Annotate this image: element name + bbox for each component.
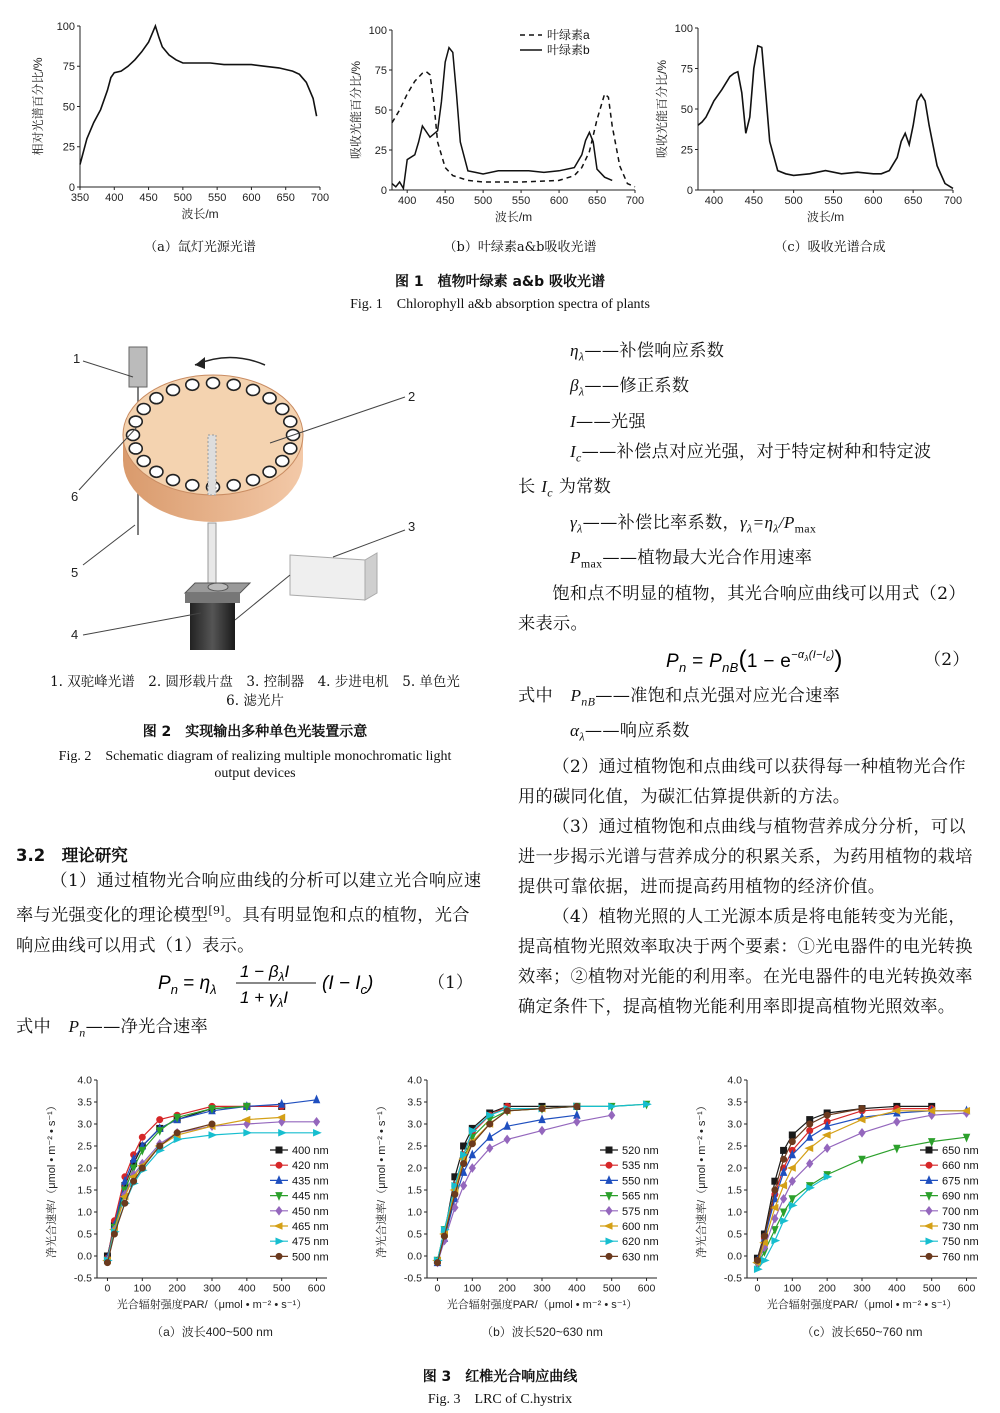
x-tick-label: 500 [784, 195, 803, 207]
x-tick-label: 100 [133, 1282, 152, 1295]
y-tick-label: 0 [68, 181, 75, 194]
y-tick-label: 50 [62, 101, 75, 114]
x-tick-label: 650 [903, 195, 923, 207]
x-tick-label: 650 [587, 195, 607, 207]
y-tick-label: -0.5 [723, 1272, 742, 1285]
data-point [606, 1253, 612, 1259]
data-point [926, 1162, 932, 1168]
legend-label: 445 nm [292, 1190, 329, 1203]
y-tick-label: 100 [674, 22, 693, 35]
data-point [859, 1106, 865, 1112]
fig3-title-en: Fig. 3 LRC of C.hystrix [427, 1392, 573, 1407]
lamp-tube [129, 347, 147, 387]
x-tick-label: 700 [310, 192, 330, 204]
fig1b-chart [340, 10, 650, 235]
data-point [276, 1207, 282, 1215]
legend-label: 500 nm [292, 1251, 329, 1264]
x-axis-label: 光合辐射强度PAR/（μmol • m⁻² • s⁻¹） [446, 1299, 638, 1311]
paragraph-no-saturation: 饱和点不明显的植物，其光合响应曲线可以用式（2）来表示。 [518, 583, 966, 634]
data-point [276, 1238, 283, 1244]
data-point [209, 1121, 215, 1127]
data-point [434, 1260, 440, 1266]
y-tick-label: 3.0 [727, 1118, 742, 1131]
data-point [461, 1182, 467, 1190]
panel-caption: （a）波长400~500 nm [151, 1325, 273, 1339]
y-tick-label: 0.5 [407, 1228, 422, 1241]
y-tick-label: 1.0 [407, 1206, 422, 1219]
fig2-label-2: 2 [408, 389, 416, 404]
left-column-text [16, 866, 482, 961]
x-tick-label: 450 [139, 192, 158, 204]
legend-label: 420 nm [292, 1160, 329, 1173]
fig1c-chart [655, 10, 975, 235]
data-point [139, 1134, 145, 1140]
y-tick-label: 25 [62, 141, 75, 154]
x-axis-label: 波长/m [494, 210, 533, 224]
data-point [789, 1139, 795, 1145]
fig2-label-3: 3 [408, 519, 416, 534]
y-tick-label: 2.0 [727, 1162, 742, 1175]
data-point [209, 1132, 216, 1138]
x-tick-label: 450 [744, 195, 763, 207]
data-point [131, 1178, 137, 1184]
filter-slot [227, 379, 240, 390]
x-tick-label: 700 [943, 195, 963, 207]
data-point [574, 1118, 580, 1126]
paragraph-4: （4）植物光照的人工光源本质是将电能转变为光能，提高植物光照效率取决于两个要素：①光电器件的电光转换效率；②植物对光能的利用率。在光电器件的电光转换效率确定条件下，提高植物光能利用率即提高植物光照效率。 [518, 906, 973, 1017]
y-tick-label: 3.0 [77, 1118, 92, 1131]
data-point [504, 1108, 510, 1114]
y-tick-label: 25 [374, 144, 387, 157]
fig3-title: 图 3 红椎光合响应曲线 [422, 1369, 578, 1385]
svg-text:Pn = PnB(1 − e−αλ(I−Ic)): $P_n = P_{nB}(1 - e^{-\alpha}\lambda(I-Ic))$ [666, 645, 843, 675]
legend-label: 400 nm [292, 1145, 329, 1157]
y-tick-label: 75 [680, 63, 693, 76]
filter-slot [276, 404, 289, 415]
y-tick-label: 1.5 [407, 1184, 422, 1197]
x-tick-label: 550 [207, 192, 227, 204]
y-tick-label: 1.5 [727, 1184, 742, 1197]
fig2-label-6: 6 [71, 489, 79, 504]
filter-slot [207, 378, 220, 389]
x-tick-label: 300 [533, 1282, 551, 1295]
legend-label: 565 nm [622, 1190, 659, 1203]
fig2-schematic [15, 335, 495, 655]
data-point [789, 1202, 796, 1208]
data-point [606, 1147, 612, 1153]
legend-label: 750 nm [942, 1236, 979, 1249]
data-point [279, 1130, 286, 1136]
y-tick-label: 0 [686, 184, 693, 197]
x-tick-label: 400 [568, 1282, 586, 1295]
legend-label: 575 nm [622, 1205, 659, 1218]
y-axis-label: 净光合速率/（μmol • m⁻² • s⁻¹） [376, 1100, 388, 1258]
data-point [894, 1118, 900, 1126]
filter-slot [186, 480, 199, 491]
x-tick-label: 700 [625, 195, 645, 207]
x-axis-label: 波长/m [806, 210, 845, 224]
filter-slot [167, 475, 180, 486]
y-tick-label: 3.0 [407, 1118, 422, 1131]
data-point [761, 1233, 767, 1239]
y-tick-label: 0.5 [77, 1228, 92, 1241]
def-Ic: $I_c——$补偿点对应光强，对于特定树种和特定波 [570, 441, 932, 465]
y-tick-label: 75 [62, 61, 75, 74]
data-point [609, 1111, 615, 1119]
y-tick-label: 4.0 [407, 1074, 422, 1087]
fig2-title-en-2: output devices [214, 766, 296, 781]
x-tick-label: 550 [824, 195, 843, 207]
series-line [758, 1106, 932, 1258]
svg-text:1 + γλI: $1 + \gamma_\lambda I$ [240, 988, 288, 1010]
legend-label: 535 nm [622, 1160, 659, 1173]
y-tick-label: 2.5 [77, 1140, 92, 1153]
data-point [781, 1147, 787, 1153]
legend-label: 600 nm [622, 1221, 659, 1233]
x-tick-label: 600 [549, 195, 569, 207]
legend-label: 760 nm [942, 1251, 979, 1264]
x-axis-label: 波长/m [181, 207, 219, 221]
data-point [104, 1260, 110, 1266]
data-point [314, 1130, 321, 1136]
y-tick-label: 2.0 [407, 1162, 422, 1175]
fig2-title: 图 2 实现输出多种单色光装置示意 [142, 724, 368, 740]
filter-slot [284, 416, 297, 427]
legend-label: 465 nm [292, 1221, 329, 1233]
fig1-title: 图 1 植物叶绿素 a&b 吸收光谱 [394, 274, 606, 290]
fig2-label-4: 4 [71, 627, 79, 642]
svg-text:1 − βλI: $1 - \beta_\lambda I$ [240, 962, 290, 984]
data-point [807, 1121, 813, 1127]
x-tick-label: 600 [242, 192, 261, 204]
y-tick-label: -0.5 [73, 1272, 92, 1285]
x-tick-label: 200 [168, 1282, 186, 1295]
x-tick-label: 450 [435, 195, 455, 207]
filter-slot [227, 480, 240, 491]
legend-label: 620 nm [622, 1236, 659, 1249]
y-tick-label: 0.5 [727, 1228, 742, 1241]
data-point [926, 1207, 932, 1215]
filter-slot [276, 456, 289, 467]
x-tick-label: 0 [754, 1282, 761, 1295]
data-point [469, 1141, 475, 1147]
data-point [574, 1103, 580, 1109]
where-pn: 式中 $P_n——$净光合速率 [16, 1017, 209, 1040]
filter-slot [129, 443, 142, 454]
def-beta: $\beta_\lambda——$修正系数 [570, 376, 690, 399]
data-point [139, 1165, 145, 1171]
legend-label: 475 nm [292, 1236, 329, 1249]
x-tick-label: 100 [463, 1282, 482, 1295]
data-point [754, 1257, 760, 1263]
fig3b-chart [345, 1068, 670, 1343]
data-point [122, 1200, 128, 1206]
legend-label: 435 nm [292, 1175, 329, 1188]
y-tick-label: 0.0 [407, 1250, 422, 1263]
fig2-title-en-1: Fig. 2 Schematic diagram of realizing multiple monochromatic light [58, 749, 452, 764]
legend-label: 700 nm [942, 1205, 979, 1218]
legend-label: 叶绿素a [547, 28, 590, 42]
y-tick-label: 2.0 [77, 1162, 92, 1175]
equation-1 [158, 955, 398, 1011]
filter-slot [137, 404, 150, 415]
x-tick-label: 400 [105, 192, 124, 204]
data-point [157, 1117, 163, 1123]
series-line [80, 26, 317, 165]
x-tick-label: 200 [818, 1282, 836, 1295]
x-tick-label: 400 [888, 1282, 906, 1295]
y-tick-label: 100 [368, 24, 387, 37]
motor-shaft [208, 523, 216, 588]
series-line [438, 1106, 577, 1262]
data-point [772, 1187, 778, 1193]
x-tick-label: 550 [511, 195, 531, 207]
y-axis-label: 净光合速率/（μmol • m⁻² • s⁻¹） [696, 1100, 708, 1258]
y-tick-label: 4.0 [77, 1074, 92, 1087]
y-tick-label: 0 [380, 184, 387, 197]
filter-slot [186, 379, 199, 390]
data-point [314, 1096, 320, 1103]
x-tick-label: 300 [853, 1282, 871, 1295]
filter-slot [263, 393, 276, 404]
equation-2-number: （2） [924, 649, 970, 670]
legend-label: 叶绿素b [547, 43, 590, 57]
data-point [926, 1147, 932, 1153]
data-point [504, 1135, 510, 1143]
y-tick-label: 0.0 [77, 1250, 92, 1263]
x-tick-label: 200 [498, 1282, 516, 1295]
fig2-legend-line1: 1. 双驼峰光谱 2. 圆形载片盘 3. 控制器 4. 步进电机 5. 单色光 [50, 674, 460, 690]
data-point [539, 1127, 545, 1135]
x-tick-label: 300 [203, 1282, 221, 1295]
data-point [606, 1162, 612, 1168]
x-axis-label: 光合辐射强度PAR/（μmol • m⁻² • s⁻¹） [766, 1299, 958, 1311]
paragraph-3: （3）通过植物饱和点曲线与植物营养成分分析，可以进一步揭示光谱与营养成分的积累关系，为药用植物的栽培提供可靠依据，进而提高药用植物的经济价值。 [518, 816, 973, 897]
def-pmax: $P_{max}——$植物最大光合作用速率 [570, 548, 813, 571]
legend-label: 660 nm [942, 1160, 979, 1173]
x-tick-label: 650 [276, 192, 295, 204]
data-point [314, 1118, 320, 1126]
x-tick-label: 500 [272, 1282, 291, 1295]
y-tick-label: 1.0 [727, 1206, 742, 1219]
stepper-motor [190, 600, 235, 650]
filter-slot [247, 384, 260, 395]
def-Ic-cont: 长 $I_c$ 为常数 [518, 477, 612, 500]
def-I: I——光强 [570, 411, 646, 432]
data-point [781, 1156, 787, 1162]
data-point [789, 1132, 795, 1138]
x-tick-label: 0 [434, 1282, 441, 1295]
y-axis-label: 吸收光能百分比/% [349, 60, 363, 160]
filter-slot [129, 416, 142, 427]
data-point [276, 1253, 282, 1259]
data-point [276, 1162, 282, 1168]
data-point [276, 1147, 282, 1153]
fig2-label-5: 5 [71, 565, 79, 580]
x-tick-label: 500 [173, 192, 193, 204]
data-point [487, 1121, 493, 1127]
data-point [111, 1231, 117, 1237]
x-tick-label: 400 [398, 195, 417, 207]
fig1a-caption: （a）氙灯光源光谱 [144, 240, 256, 255]
series-line [392, 48, 612, 189]
equation-1-number: （1） [428, 973, 473, 993]
data-point [441, 1233, 447, 1239]
rotation-arrow [195, 358, 265, 366]
fig1c-caption: （c）吸收光谱合成 [774, 240, 886, 255]
y-tick-label: 75 [374, 64, 387, 77]
x-tick-label: 400 [704, 195, 724, 207]
data-point [807, 1133, 813, 1140]
y-tick-label: 3.5 [77, 1096, 92, 1109]
data-point [781, 1195, 787, 1203]
y-tick-label: 1.5 [77, 1184, 92, 1197]
x-tick-label: 350 [70, 192, 90, 204]
filter-slot [263, 466, 276, 477]
data-point [781, 1218, 788, 1224]
x-tick-label: 100 [783, 1282, 802, 1295]
paragraph-2: （2）通过植物饱和点曲线可以获得每一种植物光合作用的碳同化值，为碳汇估算提供新的方法。 [518, 756, 966, 807]
y-axis-label: 吸收光能百分比/% [655, 59, 669, 159]
data-point [157, 1143, 163, 1149]
y-tick-label: -0.5 [403, 1272, 422, 1285]
paragraph-1: （1）通过植物光合响应曲线的分析可以建立光合响应速率与光强变化的理论模型[9]。具有明显饱和点的植物，光合响应曲线可以用式（1）表示。 [16, 871, 482, 956]
fig3a-chart [15, 1068, 345, 1343]
x-tick-label: 500 [602, 1282, 621, 1295]
svg-text:(I − Ic): $(I - I_c)$ [322, 973, 374, 997]
def-gamma: $\gamma_\lambda——$补偿比率系数，$\gamma_\lambda=\eta_\lambda/P_{max}$ [570, 512, 817, 536]
data-point [824, 1112, 830, 1118]
filter-slot [247, 475, 260, 486]
y-tick-label: 2.5 [727, 1140, 742, 1153]
data-point [606, 1207, 612, 1215]
data-point [244, 1130, 251, 1136]
fig1b-caption: （b）叶绿素a&b吸收光谱 [443, 240, 597, 255]
svg-text:Pn = ηλ: $P_n = \eta_\lambda$ [158, 973, 217, 997]
y-axis-label: 相对光谱百分比/% [31, 57, 45, 156]
filter-slot [137, 456, 150, 467]
def-eta: $\eta_\lambda——$补偿响应系数 [570, 341, 725, 364]
series-line [392, 72, 635, 187]
x-tick-label: 400 [238, 1282, 256, 1295]
y-tick-label: 3.5 [727, 1096, 742, 1109]
filter-slot [150, 393, 163, 404]
data-point [275, 1223, 282, 1229]
filter-slot [167, 384, 180, 395]
data-point [824, 1144, 830, 1152]
panel-caption: （b）波长520~630 nm [481, 1325, 603, 1339]
data-point [174, 1130, 180, 1136]
data-point [487, 1133, 493, 1140]
x-tick-label: 0 [104, 1282, 111, 1295]
y-tick-label: 3.5 [407, 1096, 422, 1109]
def-alpha: $\alpha_\lambda——$响应系数 [570, 721, 690, 744]
y-axis-label: 净光合速率/（μmol • m⁻² • s⁻¹） [46, 1100, 58, 1258]
fig2-legend-line2: 6. 滤光片 [226, 693, 284, 709]
fig1a-chart [20, 10, 335, 235]
where-pnb: 式中 $P_{nB}——$准饱和点光强对应光合速率 [518, 685, 841, 709]
section-heading: 3.2 理论研究 [16, 846, 128, 865]
series-line [108, 1117, 282, 1260]
data-point [461, 1161, 467, 1167]
legend-label: 730 nm [942, 1221, 979, 1233]
legend-label: 675 nm [942, 1175, 979, 1188]
x-tick-label: 500 [922, 1282, 941, 1295]
legend-label: 550 nm [622, 1175, 659, 1188]
x-axis-label: 光合辐射强度PAR/（μmol • m⁻² • s⁻¹） [116, 1299, 308, 1311]
fig2-label-1: 1 [73, 351, 81, 366]
data-point [606, 1238, 613, 1244]
x-tick-label: 500 [473, 195, 493, 207]
controller-box [290, 555, 365, 600]
data-point [926, 1238, 933, 1244]
fig3c-chart [665, 1068, 995, 1343]
series-line [698, 46, 953, 189]
data-point [452, 1191, 458, 1197]
x-tick-label: 600 [957, 1282, 976, 1295]
data-point [926, 1253, 932, 1259]
y-tick-label: 50 [680, 103, 693, 116]
filter-slot [150, 466, 163, 477]
equation-2 [518, 639, 983, 681]
data-point [772, 1227, 778, 1234]
legend-label: 650 nm [942, 1145, 979, 1157]
data-point [806, 1145, 813, 1151]
x-tick-label: 600 [307, 1282, 326, 1295]
legend-label: 690 nm [942, 1190, 979, 1203]
y-tick-label: 25 [680, 144, 693, 157]
y-tick-label: 0.0 [727, 1250, 742, 1263]
filter-slot [284, 443, 297, 454]
y-tick-label: 1.0 [77, 1206, 92, 1219]
right-column-text [518, 336, 983, 1022]
x-tick-label: 600 [637, 1282, 656, 1295]
legend-label: 450 nm [292, 1205, 329, 1218]
data-point [859, 1129, 865, 1137]
data-point [925, 1223, 932, 1229]
x-tick-label: 600 [864, 195, 883, 207]
data-point [605, 1223, 612, 1229]
y-tick-label: 4.0 [727, 1074, 742, 1087]
legend-label: 520 nm [622, 1145, 659, 1157]
panel-caption: （c）波长650~760 nm [801, 1325, 923, 1339]
data-point [539, 1106, 545, 1112]
y-tick-label: 50 [374, 104, 387, 117]
legend-label: 630 nm [622, 1251, 659, 1264]
fig1-title-en: Fig. 1 Chlorophyll a&b absorption spectra of plants [350, 297, 650, 312]
y-tick-label: 2.5 [407, 1140, 422, 1153]
y-tick-label: 100 [56, 20, 75, 33]
